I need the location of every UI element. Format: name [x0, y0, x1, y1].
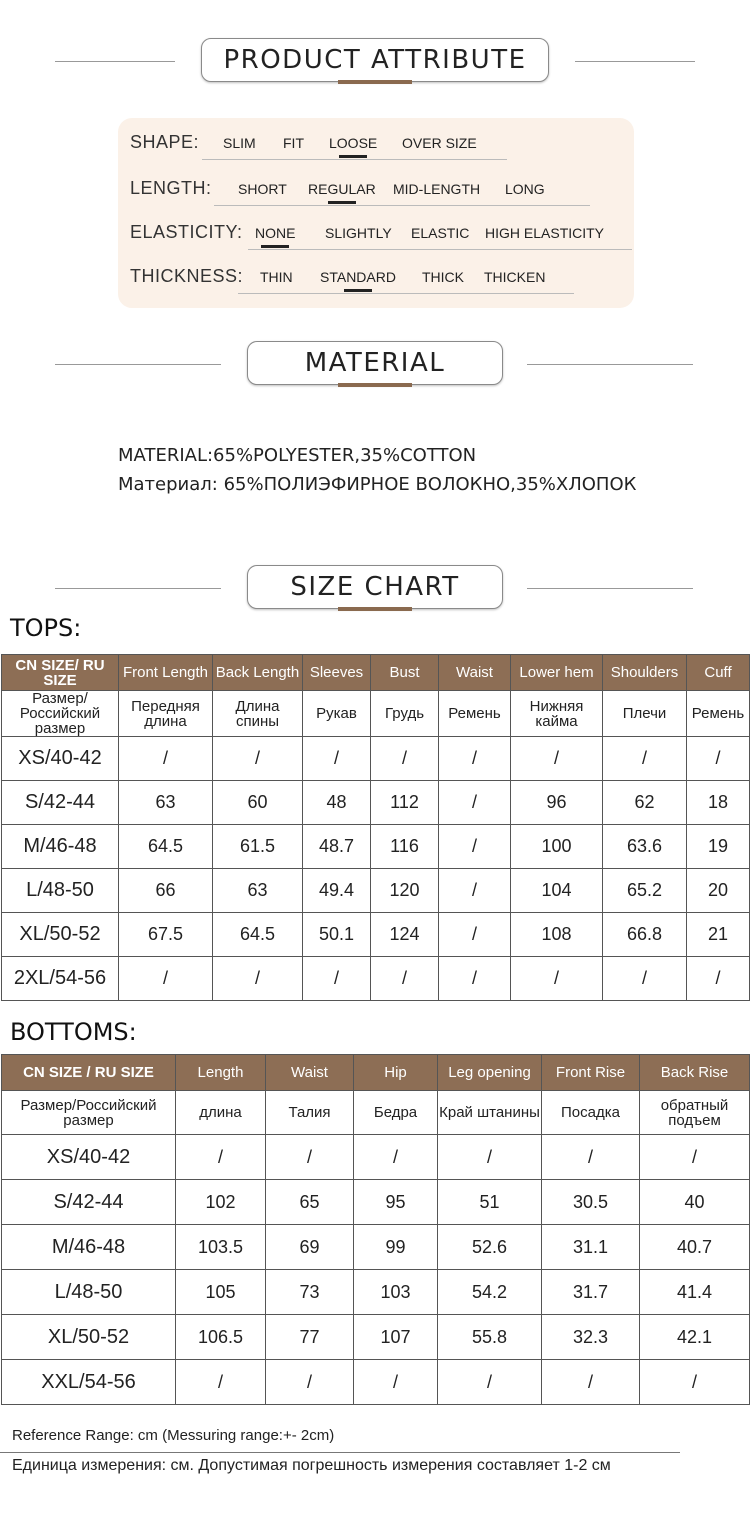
attr-option: THICKEN	[484, 269, 546, 285]
measurement-cell: 41.4	[640, 1270, 750, 1315]
ru-column-header: обратный подъем	[640, 1091, 750, 1135]
measurement-cell: 32.3	[542, 1315, 640, 1360]
ru-column-header: Грудь	[371, 691, 439, 737]
ru-column-header: Нижняя кайма	[511, 691, 603, 737]
selected-marker	[328, 201, 356, 204]
bottoms-title: BOTTOMS:	[10, 1018, 137, 1046]
attr-row-length	[130, 178, 620, 208]
measurement-cell: 54.2	[438, 1270, 542, 1315]
table-row	[2, 1270, 750, 1315]
size-cell: M/46-48	[2, 1225, 176, 1270]
measurement-cell: 55.8	[438, 1315, 542, 1360]
size-column-header: CN SIZE / RU SIZE	[2, 1055, 176, 1091]
attribute-heading	[0, 38, 750, 86]
attr-row-elasticity	[130, 222, 635, 252]
size-cell: XXL/54-56	[2, 1360, 176, 1405]
attr-option: SLIM	[223, 135, 256, 151]
measurement-cell: 124	[371, 913, 439, 957]
bottoms-size-table	[1, 1054, 750, 1405]
attr-option: HIGH ELASTICITY	[485, 225, 605, 241]
measurement-cell: 102	[176, 1180, 266, 1225]
divider-left	[55, 364, 221, 365]
column-header: Waist	[266, 1055, 354, 1091]
ru-column-header: Передняя длина	[119, 691, 213, 737]
ru-column-header: Размер/Российский размер	[2, 1091, 176, 1135]
attr-option: SLIGHTLY	[325, 225, 392, 241]
measurement-cell: /	[687, 957, 750, 1001]
reference-range-en: Reference Range: cm (Messuring range:+- 2cm)	[12, 1427, 335, 1444]
heading-accent-bar	[338, 607, 412, 611]
ru-column-header: длина	[176, 1091, 266, 1135]
measurement-cell: 63	[213, 869, 303, 913]
column-header: Sleeves	[303, 655, 371, 691]
measurement-cell: /	[439, 781, 511, 825]
measurement-cell: /	[439, 913, 511, 957]
size-chart-heading	[0, 565, 750, 613]
ru-header-row	[2, 1091, 750, 1135]
material-heading	[0, 341, 750, 389]
attr-underline	[202, 159, 507, 160]
attr-label: SHAPE:	[130, 132, 200, 152]
measurement-cell: /	[266, 1135, 354, 1180]
measurement-cell: 50.1	[303, 913, 371, 957]
measurement-cell: 48	[303, 781, 371, 825]
measurement-cell: 49.4	[303, 869, 371, 913]
column-header: Lower hem	[511, 655, 603, 691]
measurement-cell: /	[371, 957, 439, 1001]
attr-option-selected: STANDARD	[320, 269, 396, 285]
measurement-cell: /	[640, 1360, 750, 1405]
column-header: Waist	[439, 655, 511, 691]
measurement-cell: /	[176, 1360, 266, 1405]
measurement-cell: /	[640, 1135, 750, 1180]
measurement-cell: /	[213, 957, 303, 1001]
column-header: Cuff	[687, 655, 750, 691]
measurement-cell: 62	[603, 781, 687, 825]
column-header: Front Length	[119, 655, 213, 691]
divider-left	[55, 61, 175, 62]
tops-title: TOPS:	[10, 614, 82, 642]
ru-column-header: Бедра	[354, 1091, 438, 1135]
attr-option-selected: LOOSE	[329, 135, 377, 151]
measurement-cell: /	[438, 1135, 542, 1180]
measurement-cell: /	[303, 957, 371, 1001]
measurement-cell: 61.5	[213, 825, 303, 869]
measurement-cell: /	[687, 737, 750, 781]
ru-column-header: Ремень	[439, 691, 511, 737]
material-en: MATERIAL:65%POLYESTER,35%COTTON	[118, 445, 477, 466]
attr-option: LONG	[505, 181, 545, 197]
heading-text: PRODUCT ATTRIBUTE	[223, 45, 527, 75]
measurement-cell: /	[603, 737, 687, 781]
divider-left	[55, 588, 221, 589]
measurement-cell: 104	[511, 869, 603, 913]
measurement-cell: 103.5	[176, 1225, 266, 1270]
size-cell: XL/50-52	[2, 1315, 176, 1360]
size-cell: XS/40-42	[2, 1135, 176, 1180]
measurement-cell: 99	[354, 1225, 438, 1270]
table-row	[2, 869, 750, 913]
tops-header-row	[2, 655, 750, 691]
measurement-cell: /	[119, 737, 213, 781]
measurement-cell: 69	[266, 1225, 354, 1270]
attr-underline	[248, 249, 632, 250]
measurement-cell: /	[266, 1360, 354, 1405]
divider-right	[575, 61, 695, 62]
attr-label: ELASTICITY:	[130, 222, 243, 242]
table-row	[2, 825, 750, 869]
measurement-cell: 64.5	[213, 913, 303, 957]
size-cell: M/46-48	[2, 825, 119, 869]
measurement-cell: 66	[119, 869, 213, 913]
size-cell: XS/40-42	[2, 737, 119, 781]
attribute-panel	[118, 118, 634, 308]
measurement-cell: 30.5	[542, 1180, 640, 1225]
size-cell: 2XL/54-56	[2, 957, 119, 1001]
ru-column-header: Размер/ Российский размер	[2, 691, 119, 737]
measurement-cell: 96	[511, 781, 603, 825]
measurement-cell: /	[213, 737, 303, 781]
measurement-cell: 40.7	[640, 1225, 750, 1270]
measurement-cell: 21	[687, 913, 750, 957]
tops-size-table	[1, 654, 750, 1001]
footer-divider	[0, 1452, 680, 1453]
table-row	[2, 737, 750, 781]
measurement-cell: 120	[371, 869, 439, 913]
ru-column-header: Посадка	[542, 1091, 640, 1135]
column-header: Front Rise	[542, 1055, 640, 1091]
table-row	[2, 781, 750, 825]
column-header: Back Length	[213, 655, 303, 691]
measurement-cell: 77	[266, 1315, 354, 1360]
measurement-cell: 108	[511, 913, 603, 957]
attr-option-selected: REGULAR	[308, 181, 376, 197]
measurement-cell: 40	[640, 1180, 750, 1225]
table-row	[2, 1225, 750, 1270]
table-row	[2, 1180, 750, 1225]
measurement-cell: /	[371, 737, 439, 781]
selected-marker	[339, 155, 367, 158]
heading-pill	[201, 38, 549, 82]
selected-marker	[261, 245, 289, 248]
measurement-cell: /	[542, 1360, 640, 1405]
measurement-cell: 65	[266, 1180, 354, 1225]
size-cell: L/48-50	[2, 869, 119, 913]
ru-column-header: Ремень	[687, 691, 750, 737]
measurement-cell: 18	[687, 781, 750, 825]
measurement-cell: 48.7	[303, 825, 371, 869]
measurement-cell: /	[511, 957, 603, 1001]
heading-accent-bar	[338, 383, 412, 387]
measurement-cell: /	[438, 1360, 542, 1405]
size-cell: L/48-50	[2, 1270, 176, 1315]
measurement-cell: 107	[354, 1315, 438, 1360]
ru-column-header: Рукав	[303, 691, 371, 737]
heading-text: MATERIAL	[304, 348, 446, 378]
measurement-cell: 66.8	[603, 913, 687, 957]
size-cell: XL/50-52	[2, 913, 119, 957]
table-row	[2, 1135, 750, 1180]
measurement-cell: /	[303, 737, 371, 781]
table-row	[2, 1315, 750, 1360]
attr-underline	[214, 205, 590, 206]
table-row	[2, 957, 750, 1001]
measurement-cell: 63	[119, 781, 213, 825]
ru-column-header: Длина спины	[213, 691, 303, 737]
column-header: Leg opening	[438, 1055, 542, 1091]
measurement-cell: 31.7	[542, 1270, 640, 1315]
attr-option: MID-LENGTH	[393, 181, 481, 197]
measurement-cell: /	[439, 737, 511, 781]
measurement-cell: /	[439, 825, 511, 869]
bottoms-header-row	[2, 1055, 750, 1091]
measurement-cell: /	[439, 869, 511, 913]
heading-text: SIZE CHART	[290, 572, 460, 602]
measurement-cell: 103	[354, 1270, 438, 1315]
measurement-cell: 105	[176, 1270, 266, 1315]
divider-right	[527, 364, 693, 365]
measurement-cell: /	[511, 737, 603, 781]
measurement-cell: 52.6	[438, 1225, 542, 1270]
measurement-cell: 65.2	[603, 869, 687, 913]
heading-pill	[247, 341, 503, 385]
measurement-cell: 73	[266, 1270, 354, 1315]
ru-column-header: Талия	[266, 1091, 354, 1135]
measurement-cell: /	[439, 957, 511, 1001]
attr-option: OVER SIZE	[402, 135, 477, 151]
measurement-cell: /	[603, 957, 687, 1001]
measurement-cell: 42.1	[640, 1315, 750, 1360]
attr-row-shape	[130, 132, 620, 162]
attr-option: THICK	[422, 269, 464, 285]
measurement-cell: 95	[354, 1180, 438, 1225]
divider-right	[527, 588, 693, 589]
ru-column-header: Плечи	[603, 691, 687, 737]
measurement-cell: 100	[511, 825, 603, 869]
measurement-cell: 31.1	[542, 1225, 640, 1270]
size-cell: S/42-44	[2, 1180, 176, 1225]
heading-pill	[247, 565, 503, 609]
attr-label: THICKNESS:	[130, 266, 244, 286]
measurement-cell: 63.6	[603, 825, 687, 869]
material-ru: Материал: 65%ПОЛИЭФИРНОЕ ВОЛОКНО,35%ХЛОПОК	[118, 474, 637, 495]
ru-column-header: Край штанины	[438, 1091, 542, 1135]
heading-accent-bar	[338, 80, 412, 84]
column-header: Shoulders	[603, 655, 687, 691]
measurement-cell: 20	[687, 869, 750, 913]
measurement-cell: 19	[687, 825, 750, 869]
measurement-cell: /	[176, 1135, 266, 1180]
measurement-cell: /	[119, 957, 213, 1001]
selected-marker	[344, 289, 372, 292]
measurement-cell: 116	[371, 825, 439, 869]
table-row	[2, 913, 750, 957]
column-header: Hip	[354, 1055, 438, 1091]
table-row	[2, 1360, 750, 1405]
measurement-cell: 67.5	[119, 913, 213, 957]
measurement-cell: /	[354, 1135, 438, 1180]
measurement-cell: 64.5	[119, 825, 213, 869]
measurement-cell: 51	[438, 1180, 542, 1225]
attr-option: THIN	[260, 269, 293, 285]
ru-header-row	[2, 691, 750, 737]
attr-option-selected: NONE	[255, 225, 295, 241]
size-column-header: CN SIZE/ RU SIZE	[2, 655, 119, 691]
attr-option: FIT	[283, 135, 304, 151]
attr-label: LENGTH:	[130, 178, 212, 198]
size-cell: S/42-44	[2, 781, 119, 825]
measurement-cell: /	[542, 1135, 640, 1180]
attr-option: SHORT	[238, 181, 287, 197]
attr-underline	[238, 293, 574, 294]
column-header: Bust	[371, 655, 439, 691]
attr-row-thickness	[130, 266, 620, 296]
column-header: Length	[176, 1055, 266, 1091]
attr-option: ELASTIC	[411, 225, 470, 241]
measurement-cell: /	[354, 1360, 438, 1405]
reference-range-ru: Единица измерения: см. Допустимая погрешность измерения составляет 1-2 см	[12, 1457, 611, 1474]
measurement-cell: 112	[371, 781, 439, 825]
measurement-cell: 106.5	[176, 1315, 266, 1360]
measurement-cell: 60	[213, 781, 303, 825]
column-header: Back Rise	[640, 1055, 750, 1091]
